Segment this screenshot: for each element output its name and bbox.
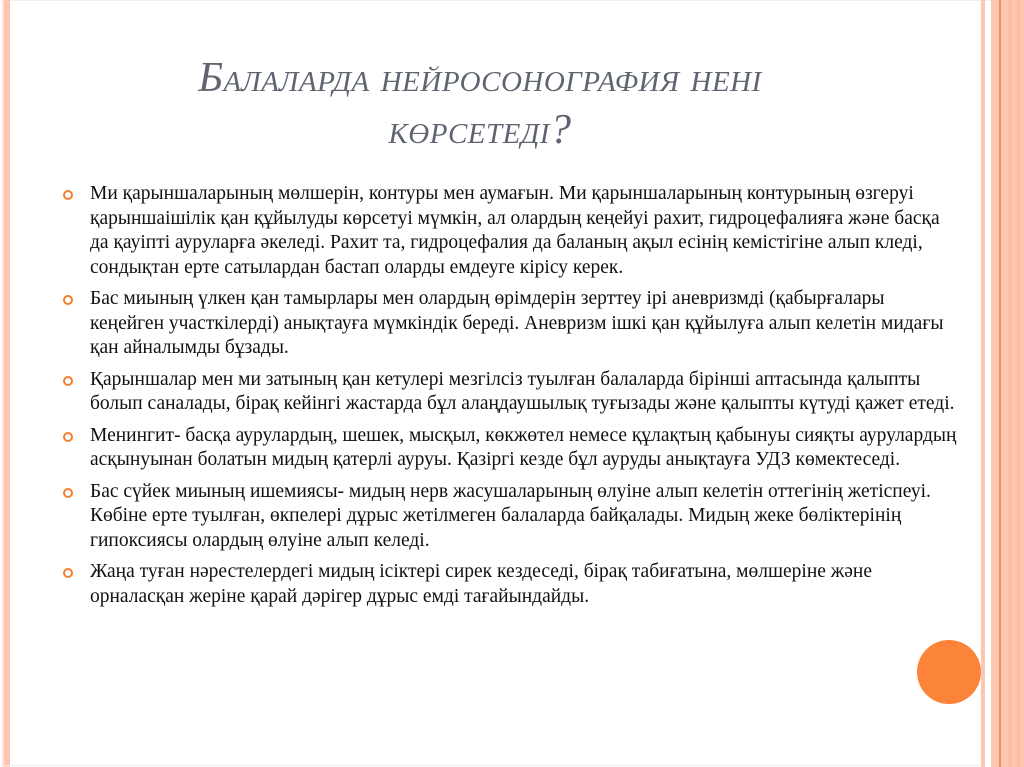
right-decorative-stripe-dark [999,0,1001,767]
right-decorative-stripe-thin [981,0,985,767]
slide-title-line-2: көрсетеді? [388,107,572,153]
ring-bullet-icon [63,295,73,305]
bullet-list [62,182,962,616]
bottom-border-line [0,765,980,766]
right-decorative-stripe-edge [1017,0,1020,767]
ring-bullet-icon [63,432,73,442]
bullet-text: Бас сүйек миының ишемиясы- мидың нерв жасушаларының өлуіне алып келетін оттегінің жетіспеуі. Көбіне ерте туылған, өкпелері дұрыс жетілмеген балаларда байқалады. Мидың жеке бөліктерінің гипоксиясы олардың өлуіне алып келеді. [90,480,931,551]
bullet-text: Жаңа туған нәрестелердегі мидың ісіктері сирек кездеседі, бірақ табиғатына, мөлшеріне және орналасқан жеріне қарай дәрігер дұрыс емді тағайындайды. [90,561,873,607]
bullet-text: Қарыншалар мен ми затының қан кетулері мезгілсіз туылған балаларда бірінші аптасында қалыпты болып саналады, бірақ кейінгі жастарда бұл алаңдаушылық туғызады және қалыпты күтуді қажет етеді. [90,368,955,414]
ring-bullet-icon [63,376,73,386]
decorative-orange-circle [917,640,981,704]
bullet-text: Ми қарыншаларының мөлшерін, контуры мен аумағын. Ми қарыншаларының контурының өзгеруі қарыншаішілік қан құйылуды көрсетуі мүмкін, ал олардың кеңейуі рахит, гидроцефалияға және басқа да қауіпті ауруларға әкеледі. Рахит та, гидроцефалия да баланың ақыл есінің кемістігіне алып кледі, сондықтан ерте сатылардан бастап оларды емдеуге кірісу керек. [90,183,940,278]
right-decorative-stripe-inner [1008,0,1012,767]
top-border-line [0,0,1024,1]
bullet-item [62,480,962,554]
bullet-item [62,368,962,417]
slide-title [100,52,860,156]
bullet-item [62,560,962,609]
ring-bullet-icon [63,190,73,200]
ring-bullet-icon [63,568,73,578]
slide-title-line-1: Балаларда нейросонография нені [198,55,762,101]
bullet-item [62,182,962,280]
bullet-text: Бас миының үлкен қан тамырлары мен олардың өрімдерін зерттеу ірі аневризмді (қабырғалары кеңейген участкілерді) анықтауға мүмкіндік береді. Аневризм ішкі қан құйылуға алып келетін мидағы қан айналымды бұзады. [90,288,944,358]
bullet-item [62,287,962,361]
bullet-text: Менингит- басқа аурулардың, шешек, мысқыл, көкжөтел немесе құлақтың қабынуы сияқты аурулардың асқынуынан болатын мидың қатерлі ауруы. Қазіргі кезде бұл ауруды анықтауға УДЗ көмектеседі. [90,424,957,470]
bullet-item [62,424,962,473]
ring-bullet-icon [63,488,73,498]
left-decorative-stripe [4,0,10,767]
